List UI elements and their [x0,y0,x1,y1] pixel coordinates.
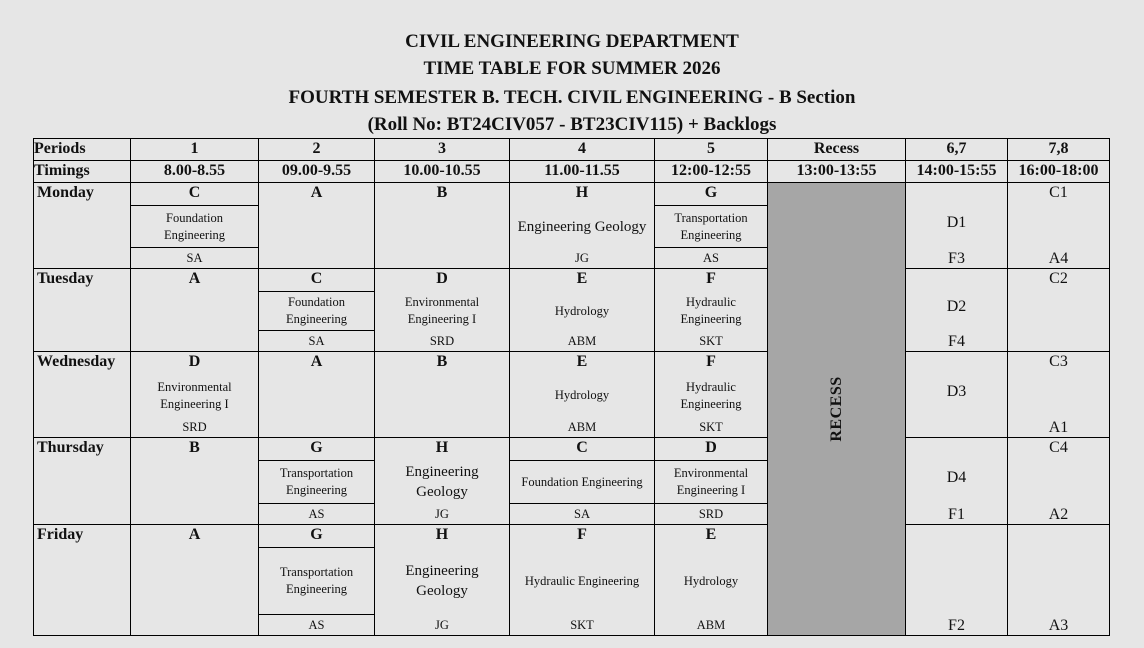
course-code: A [188,270,201,287]
course-code: H [575,184,589,201]
faculty-initials: AS [308,507,325,521]
subject-name: Hydraulic Engineering [524,573,640,588]
faculty-initials: JG [435,618,449,632]
faculty-initials: ABM [696,618,726,632]
lab-slot-6-7 [906,352,1008,438]
timing-6-7: 14:00-15:55 [906,161,1008,183]
slot-cell [131,438,259,525]
day-row-friday [34,525,1110,636]
recess-block [768,183,906,636]
course-code: H [435,526,449,543]
period-5: 5 [655,139,768,161]
subject-name: Hydrology [683,573,739,588]
lab-batch-code: F3 [948,250,965,267]
course-code: G [310,526,323,543]
subject-name: Hydrology [554,303,610,318]
timing-4: 11.00-11.55 [510,161,655,183]
slot-cell [131,269,259,352]
roll-range: (Roll No: BT24CIV057 - BT23CIV115) + Backlogs [367,114,777,135]
course-code: F [706,270,716,287]
slot-cell [510,352,655,438]
day-row-thursday [34,438,1110,525]
slot-cell [510,525,655,636]
faculty-initials: AS [308,618,325,632]
subject-name: Environmental Engineering I [157,379,232,411]
course-code: B [189,439,200,456]
course-code: D [705,439,717,456]
lab-batch-code: D2 [946,298,967,315]
faculty-initials: SA [186,251,203,265]
faculty-initials: SKT [699,420,723,434]
subject-name: Engineering Geology [405,464,479,500]
course-code: E [576,270,588,287]
period-1: 1 [131,139,259,161]
slot-cell [259,352,375,438]
slot-cell [510,183,655,269]
course-code: C [188,184,201,201]
day-name: Tuesday [34,269,131,352]
slot-cell [655,525,768,636]
course-code: B [436,184,448,201]
course-code: E [576,353,588,370]
day-row-monday [34,183,1110,269]
timetable-title: TIME TABLE FOR SUMMER 2026 [423,58,721,79]
lab-slot-7-8 [1008,269,1110,352]
department-title: CIVIL ENGINEERING DEPARTMENT [405,31,739,52]
faculty-initials: JG [435,507,449,521]
lab-batch-code: A1 [1048,419,1069,436]
day-name: Monday [34,183,131,269]
day-name: Friday [34,525,131,636]
periods-row [34,139,1110,161]
subject-name: Hydraulic Engineering [680,295,742,326]
timetable [33,138,1110,636]
timings-row [34,161,1110,183]
course-code: F [706,353,716,370]
slot-cell [510,269,655,352]
timing-1: 8.00-8.55 [131,161,259,183]
subject-name: Transportation Engineering [674,210,748,242]
slot-cell [259,183,375,269]
day-row-wednesday [34,352,1110,438]
course-code: D [436,270,448,287]
day-name: Wednesday [34,352,131,438]
lab-batch-code: A2 [1048,506,1069,523]
faculty-initials: ABM [567,420,597,434]
faculty-initials: SKT [699,334,723,348]
timing-recess: 13:00-13:55 [768,161,906,183]
period-2: 2 [259,139,375,161]
subject-name: Hydraulic Engineering [680,379,742,411]
course-code: H [435,439,449,456]
period-recess: Recess [768,139,906,161]
lab-slot-7-8 [1008,352,1110,438]
lab-batch-code: C3 [1049,353,1068,370]
subject-name: Transportation Engineering [279,466,354,497]
day-row-tuesday [34,269,1110,352]
subject-name: Foundation Engineering [285,295,348,326]
course-code: B [436,353,448,370]
period-6-7: 6,7 [906,139,1008,161]
course-code: E [705,526,717,543]
subject-name: Engineering Geology [405,563,479,599]
slot-cell [655,352,768,438]
course-code: A [310,184,323,201]
subject-name: Engineering Geology [517,218,647,235]
timing-3: 10.00-10.55 [375,161,510,183]
faculty-initials: AS [703,251,719,265]
lab-slot-6-7 [906,438,1008,525]
faculty-initials: SRD [698,507,724,521]
course-code: A [310,353,323,370]
faculty-initials: JG [575,251,589,265]
lab-slot-6-7 [906,183,1008,269]
subject-name: Hydrology [554,388,610,402]
slot-cell [131,525,259,636]
lab-batch-code: A3 [1048,617,1069,634]
slot-cell [375,438,510,525]
faculty-initials: SRD [429,334,455,348]
subject-name: Environmental Engineering I [673,466,749,497]
slot-cell [375,525,510,636]
slot-cell [131,352,259,438]
slot-cell [655,438,768,525]
timing-2: 09.00-9.55 [259,161,375,183]
faculty-initials: SRD [182,420,207,434]
lab-batch-code: C2 [1049,270,1068,287]
course-code: A [188,526,201,543]
slot-cell [655,183,768,269]
lab-slot-7-8 [1008,183,1110,269]
faculty-initials: ABM [567,334,597,348]
timings-label: Timings [34,161,131,183]
lab-batch-code: F1 [948,506,965,523]
lab-slot-6-7 [906,525,1008,636]
course-code: F [577,526,587,543]
course-code: G [310,439,323,456]
subject-name: Environmental Engineering I [404,295,480,326]
periods-label: Periods [34,139,131,161]
period-3: 3 [375,139,510,161]
timing-5: 12:00-12:55 [655,161,768,183]
semester-title: FOURTH SEMESTER B. TECH. CIVIL ENGINEERING - B Section [288,87,856,108]
course-code: G [704,184,718,201]
lab-slot-6-7 [906,269,1008,352]
course-code: C [576,439,588,456]
subject-name: Foundation Engineering [521,474,643,489]
timing-7-8: 16:00-18:00 [1008,161,1110,183]
slot-cell [259,525,375,636]
subject-name: Transportation Engineering [279,565,354,596]
slot-cell [510,438,655,525]
faculty-initials: SKT [570,618,594,632]
lab-batch-code: D3 [946,382,967,400]
faculty-initials: SA [308,334,325,348]
slot-cell [375,183,510,269]
lab-batch-code: F2 [948,617,965,634]
slot-cell [375,269,510,352]
recess-label: RECESS [827,376,845,442]
faculty-initials: SA [574,507,590,521]
slot-cell [131,183,259,269]
lab-batch-code: C1 [1049,184,1068,201]
lab-batch-code: F4 [948,333,965,350]
slot-cell [259,438,375,525]
lab-batch-code: D4 [946,469,967,486]
period-7-8: 7,8 [1008,139,1110,161]
lab-slot-7-8 [1008,525,1110,636]
lab-slot-7-8 [1008,438,1110,525]
lab-batch-code: D1 [946,213,967,231]
slot-cell [375,352,510,438]
course-code: D [188,353,201,370]
day-name: Thursday [34,438,131,525]
lab-batch-code: C4 [1049,439,1068,456]
slot-cell [655,269,768,352]
course-code: C [310,270,323,287]
subject-name: Foundation Engineering [163,210,226,242]
slot-cell [259,269,375,352]
lab-batch-code: A4 [1048,250,1069,267]
period-4: 4 [510,139,655,161]
